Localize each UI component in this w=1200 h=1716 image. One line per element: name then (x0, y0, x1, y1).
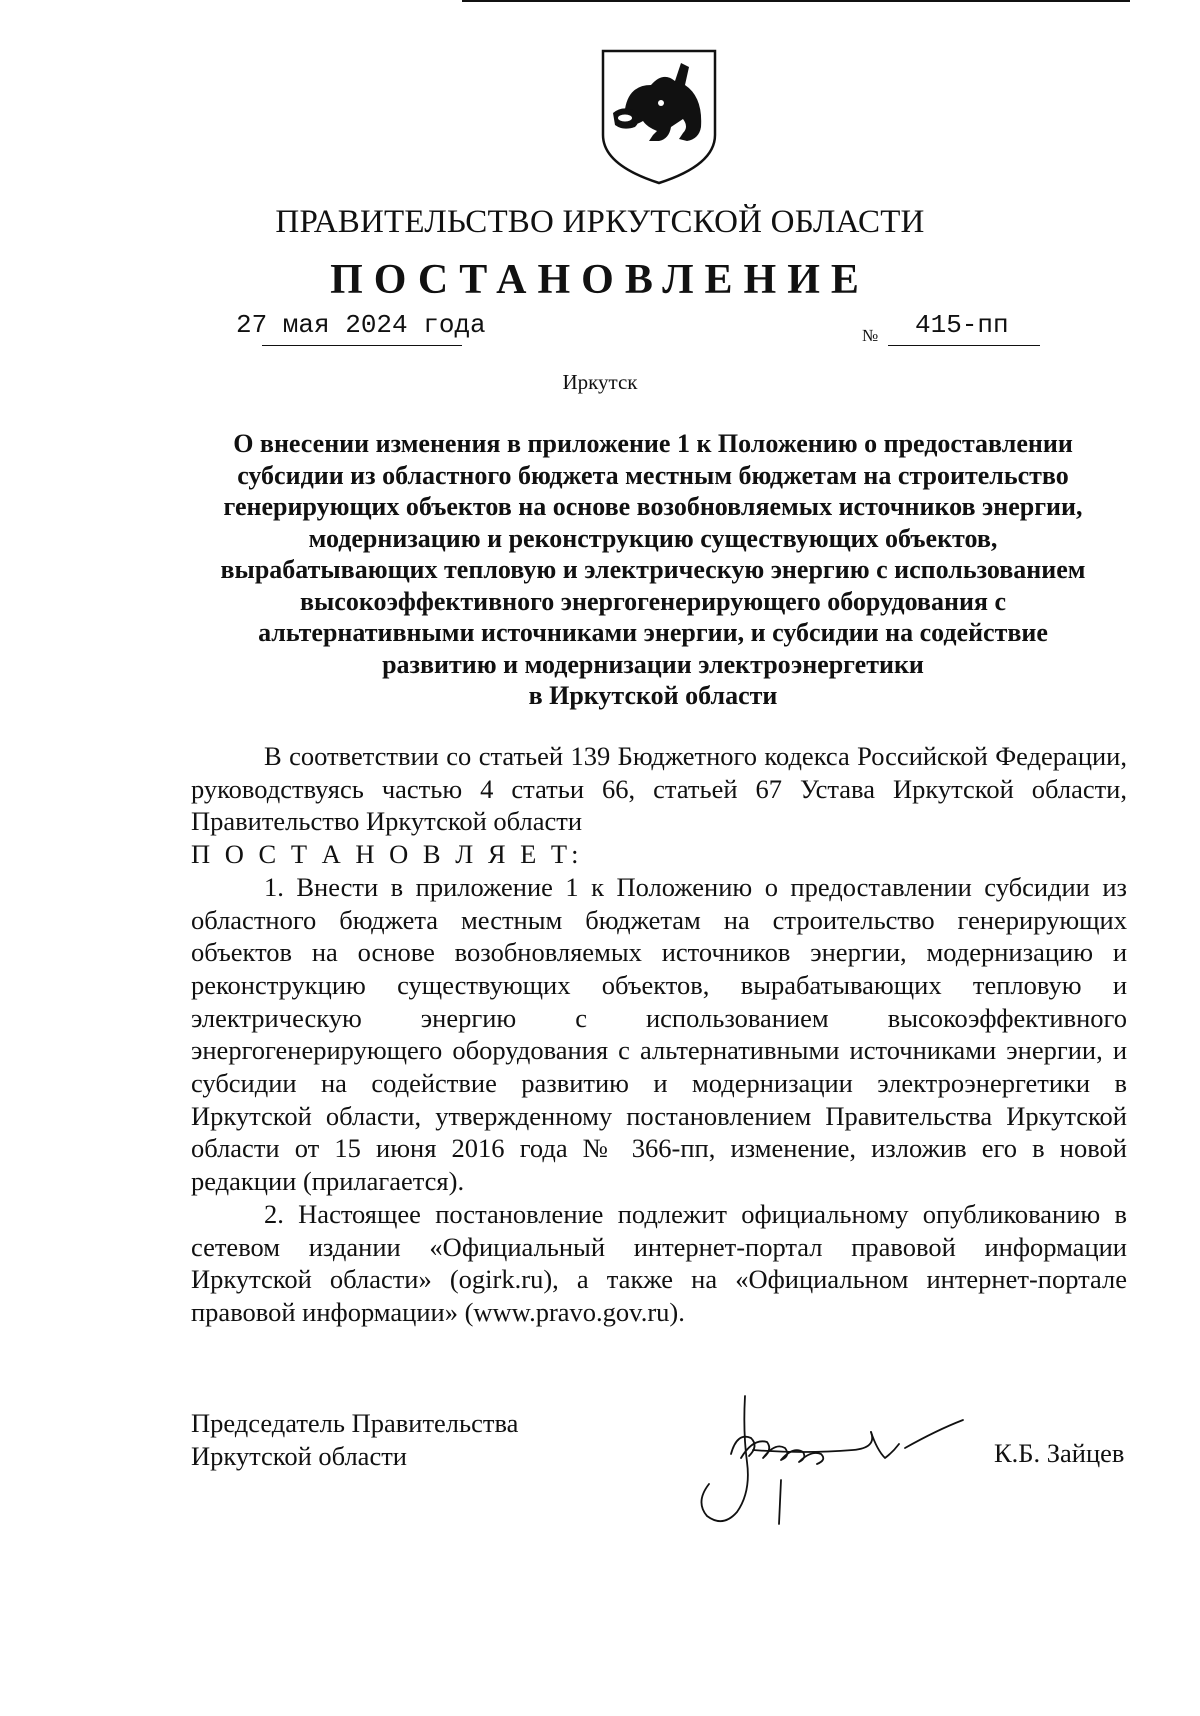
title-line: развитию и модернизации электроэнергетики (382, 649, 924, 679)
signatory-title-line: Иркутской области (191, 1441, 407, 1471)
date-underline (262, 345, 462, 346)
title-line: в Иркутской области (528, 681, 778, 710)
title-line: О внесении изменения в приложение 1 к Положению о предоставлении (233, 429, 1073, 458)
title-line: альтернативными источниками энергии, и субсидии на содействие (258, 618, 1048, 647)
decree-word: П О С Т А Н О В Л Я Е Т: (191, 839, 583, 870)
number-sign: № (862, 326, 879, 345)
number-underline (888, 345, 1040, 346)
signer-name: К.Б. Зайцев (994, 1438, 1125, 1468)
city: Иркутск (562, 370, 638, 394)
document-title (180, 428, 1126, 712)
title-line: субсидии из областного бюджета местным бюджетам на строительство (237, 460, 1069, 490)
title-line: модернизацию и реконструкцию существующих объектов, (308, 523, 998, 553)
signatory-title (191, 1407, 518, 1473)
item-1-paragraph: 1. Внести в приложение 1 к Положению о предоставлении субсидии из областного бюджета местным бюджетам на строительство генерирующих объектов на основе возобновляемых источников энергии, модернизацию и реконструкцию существующих объектов, вырабатывающих тепловую и электрическую энергию с использованием высокоэффективного энергогенерирующего оборудования с альтернативными источниками энергии, и субсидии на содействие развитию и модернизации электроэнергетики в Иркутской области, утвержденному постановлением Правительства Иркутской области от 15 июня 2016 года № 366-пп, изменение, изложив его в новой редакции (прилагается). (191, 871, 1127, 1197)
title-line: генерирующих объектов на основе возобновляемых источников энергии, (223, 492, 1083, 521)
document-body (191, 740, 1127, 1329)
preamble-paragraph: В соответствии со статьей 139 Бюджетного кодекса Российской Федерации, руководствуясь частью 4 статьи 66, статьей 67 Устава Иркутской области, Правительство Иркутской области (191, 741, 1127, 837)
handwritten-signature-icon (693, 1392, 993, 1532)
document-number: 415-пп (915, 310, 1009, 340)
title-line: вырабатывающих тепловую и электрическую энергию с использованием (220, 555, 1086, 584)
organization-name: ПРАВИТЕЛЬСТВО ИРКУТСКОЙ ОБЛАСТИ (275, 204, 925, 240)
signatory-title-line: Председатель Правительства (191, 1408, 519, 1438)
top-rule (462, 0, 1130, 2)
document-type: ПОСТАНОВЛЕНИЕ (330, 257, 870, 303)
irkutsk-coat-of-arms-icon (599, 47, 719, 187)
title-line: высокоэффективного энергогенерирующего оборудования с (299, 586, 1007, 616)
document-date: 27 мая 2024 года (236, 310, 486, 340)
item-2-paragraph: 2. Настоящее постановление подлежит официальному опубликованию в сетевом издании «Официальный интернет-портал правовой информации Иркутской области» (ogirk.ru), а также на «Официальном интернет-портале правовой информации» (www.pravo.gov.ru). (191, 1198, 1127, 1327)
